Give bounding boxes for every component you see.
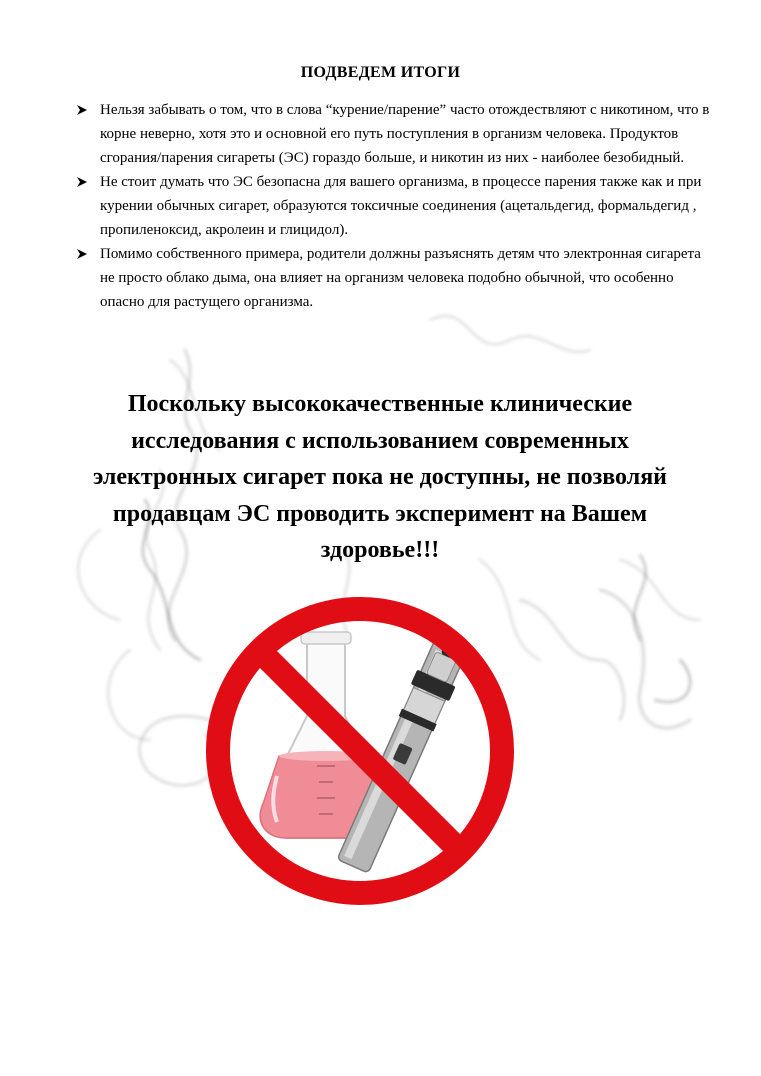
list-item [76,242,716,314]
page-title: ПОДВЕДЕМ ИТОГИ [300,64,461,81]
list-item-text: Нельзя забывать о том, что в слова “курение/парение” часто отождествляют с никотином, что в корне неверно, хотя это и основной его путь поступления в организм человека. Продуктов сгорания/парения сигареты (ЭС) гораздо больше, и никотин из них - наиболее безобидный. [100,102,710,166]
list-item-text: Помимо собственного примера, родители должны разъяснять детям что электронная сигарета не просто облако дыма, она влияет на организм человека подобно обычной, что особенно опасно для растущего организма. [100,246,701,310]
headline: Поскольку высококачественные клинические исследования с использованием современных электронных сигарет пока не доступны, не позволяй продавцам ЭС проводить эксперимент на Вашем здоровье!!! [92,391,668,563]
arrowhead-bullet-icon [76,176,88,188]
arrowhead-bullet-icon [76,248,88,260]
list-item-text: Не стоит думать что ЭС безопасна для вашего организма, в процессе парения также как и при курении обычных сигарет, образуются токсичные соединения (ацетальдегид, формальдегид , пропиленоксид, акролеин и глицидол). [100,174,702,238]
arrowhead-bullet-icon [76,104,88,116]
prohibition-illustration [195,586,525,916]
summary-list [76,98,716,314]
list-item [76,170,716,242]
list-item [76,98,716,170]
